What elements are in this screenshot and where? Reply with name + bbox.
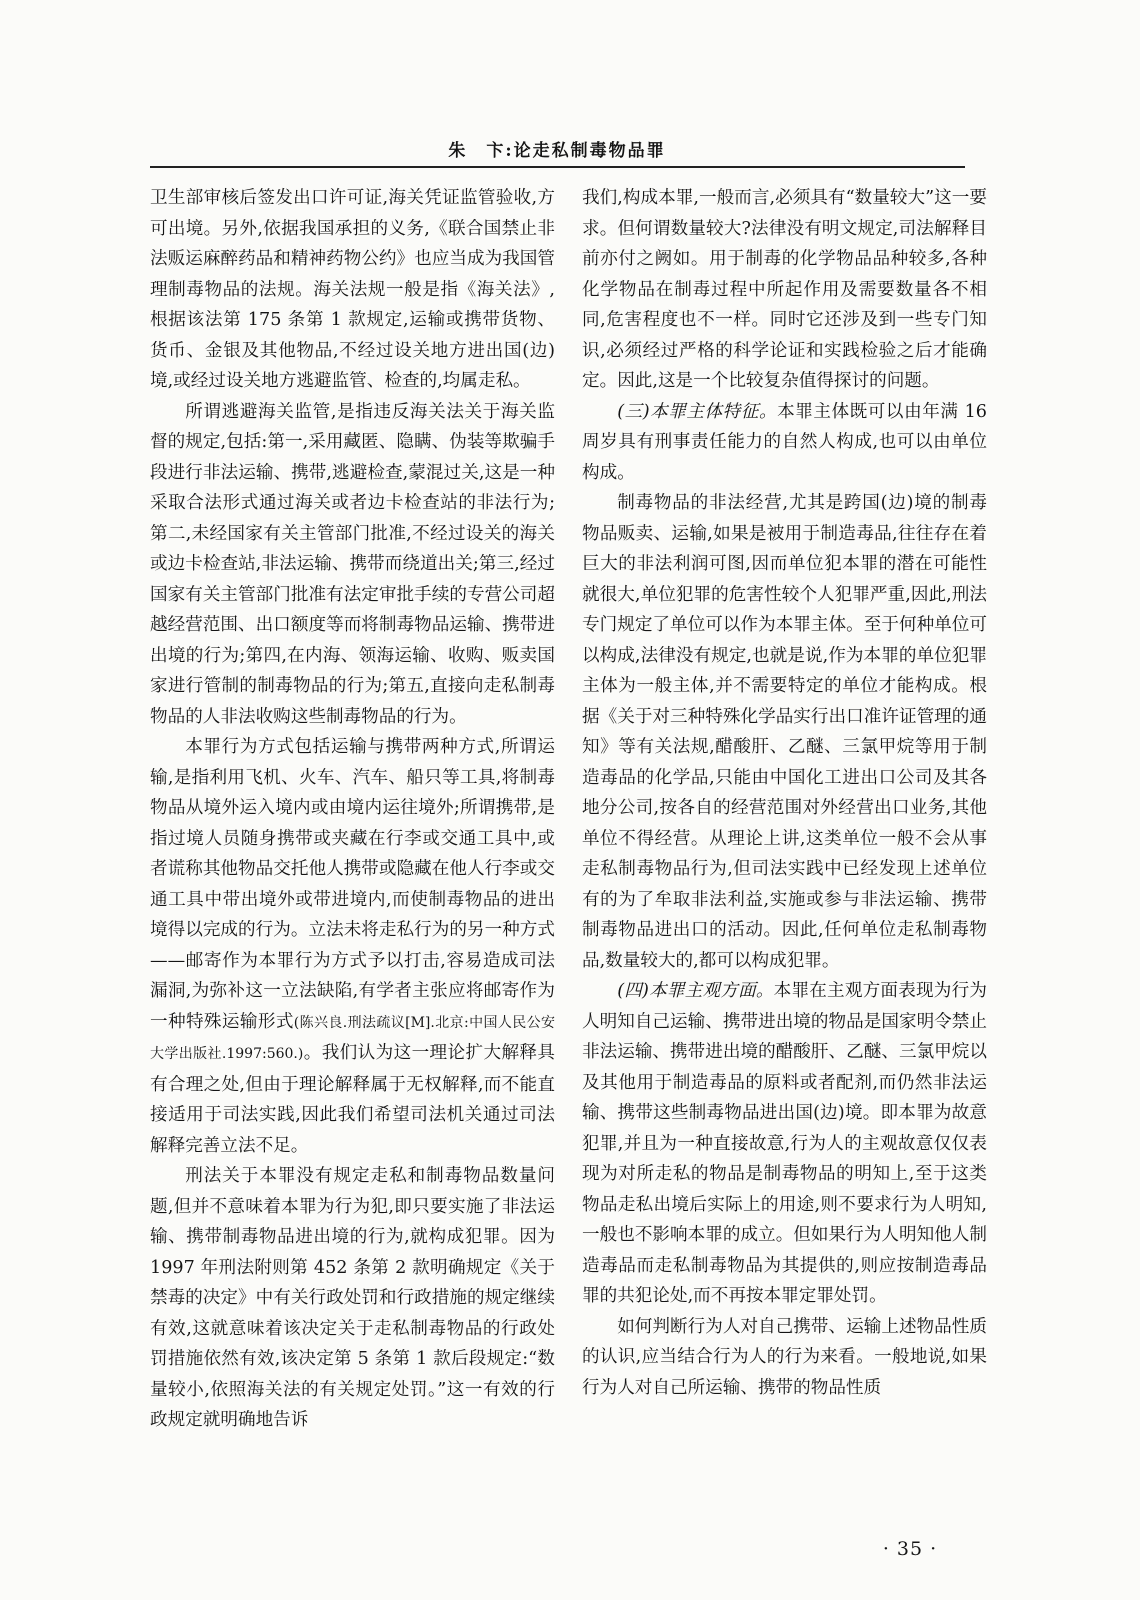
paragraph: 制毒物品的非法经营,尤其是跨国(边)境的制毒物品贩卖、运输,如果是被用于制造毒品,往往存在着巨大的非法利润可图,因而单位犯本罪的潜在可能性就很大,单位犯罪的危害性较个人犯罪严重,因此,刑法专门规定了单位可以作为本罪主体。至于何种单位可以构成,法律没有规定,也就是说,作为本罪的单位犯罪主体为一般主体,并不需要特定的单位才能构成。根据《关于对三种特殊化学品实行出口准许证管理的通知》等有关法规,醋酸肝、乙醚、三氯甲烷等用于制造毒品的化学品,只能由中国化工进出口公司及其各地分公司,按各自的经营范围对外经营出口业务,其他单位不得经营。从理论上讲,这类单位一般不会从事走私制毒物品行为,但司法实践中已经发现上述单位有的为了牟取非法利益,实施或参与非法运输、携带制毒物品进出口的活动。因此,任何单位走私制毒物品,数量较大的,都可以构成犯罪。 (582, 493, 987, 971)
paragraph: 卫生部审核后签发出口许可证,海关凭证监管验收,方可出境。另外,依据我国承担的义务,《联合国禁止非法贩运麻醉药品和精神药物公约》也应当成为我国管理制毒物品的法规。海关法规一般是指《海关法》,根据该法第 175 条第 1 款规定,运输或携带货物、货币、金银及其他物品,不经过设关地方进出国(边)境,或经过设关地方逃避监管、检查的,均属走私。 (150, 188, 555, 391)
left-column (150, 183, 555, 1436)
paragraph (150, 732, 555, 1161)
paragraph (582, 397, 987, 489)
right-column (582, 183, 987, 1403)
paragraph: 所谓逃避海关监管,是指违反海关法关于海关监督的规定,包括:第一,采用藏匿、隐瞒、伪装等欺骗手段进行非法运输、携带,逃避检查,蒙混过关,这是一种采取合法形式通过海关或者边卡检查站的非法行为;第二,未经国家有关主管部门批准,不经过设关的海关或边卡检查站,非法运输、携带而绕道出关;第三,经过国家有关主管部门批准有法定审批手续的专营公司超越经营范围、出口额度等而将制毒物品运输、携带进出境的行为;第四,在内海、领海运输、收购、贩卖国家进行管制的制毒物品的行为;第五,直接向走私制毒物品的人非法收购这些制毒物品的行为。 (150, 401, 555, 727)
paragraph-text: 本罪在主观方面表现为行为人明知自己运输、携带进出境的物品是国家明令禁止非法运输、携带进出境的醋酸肝、乙醚、三氯甲烷以及其他用于制造毒品的原料或者配剂,而仍然非法运输、携带这些制毒物品进出国(边)境。即本罪为故意犯罪,并且为一种直接故意,行为人的主观故意仅仅表现为对所走私的物品是制毒物品的明知上,至于这类物品走私出境后实际上的用途,则不要求行为人明知,一般也不影响本罪的成立。但如果行为人明知他人制造毒品而走私制毒物品为其提供的,则应按制造毒品罪的共犯论处,而不再按本罪定罪处罚。 (582, 981, 987, 1306)
page-number: · 35 · (882, 1538, 938, 1560)
section-subheading: (四)本罪主观方面。 (617, 981, 774, 1001)
paragraph: 我们,构成本罪,一般而言,必须具有“数量较大”这一要求。但何谓数量较大?法律没有明文规定,司法解释目前亦付之阙如。用于制毒的化学物品品种较多,各种化学物品在制毒过程中所起作用及需要数量各不相同,危害程度也不一样。同时它还涉及到一些专门知识,必须经过严格的科学论证和实践检验之后才能确定。因此,这是一个比较复杂值得探讨的问题。 (582, 188, 987, 391)
running-header: 朱 卞:论走私制毒物品罪 (448, 141, 666, 161)
paragraph-text: 本罪行为方式包括运输与携带两种方式,所谓运输,是指利用飞机、火车、汽车、船只等工具,将制毒物品从境外运入境内或由境内运往境外;所谓携带,是指过境人员随身携带或夹藏在行李或交通工具中,或者谎称其他物品交托他人携带或隐藏在他人行李或交通工具中带出境外或带进境内,而使制毒物品的进出境得以完成的行为。立法未将走私行为的另一种方式——邮寄作为本罪行为方式予以打击,容易造成司法漏洞,为弥补这一立法缺陷,有学者主张应将邮寄作为一种特殊运输形式 (150, 737, 555, 1032)
paragraph (582, 976, 987, 1312)
paragraph: 如何判断行为人对自己携带、运输上述物品性质的认识,应当结合行为人的行为来看。一般地说,如果行为人对自己所运输、携带的物品性质 (582, 1316, 987, 1398)
paragraph-text: 本罪主体既可以由年满 16 周岁具有刑事责任能力的自然人构成,也可以由单位构成。 (582, 401, 988, 483)
paragraph: 刑法关于本罪没有规定走私和制毒物品数量问题,但并不意味着本罪为行为犯,即只要实施了非法运输、携带制毒物品进出境的行为,就构成犯罪。因为 1997 年刑法附则第 452 条第 2 款明确规定《关于禁毒的决定》中有关行政处罚和行政措施的规定继续有效,这就意味着该决定关于走私制毒物品的行政处罚措施依然有效,该决定第 5 条第 1 款后段规定:“数量较小,依照海关法的有关规定处罚。”这一有效的行政规定就明确地告诉 (150, 1166, 555, 1430)
section-subheading: (三)本罪主体特征。 (617, 401, 778, 422)
citation: (陈兴良.刑法疏议[M].北京:中国人民公安大学出版社.1997:560.) (150, 1014, 555, 1062)
header-divider (150, 166, 965, 168)
paragraph-text: 。我们认为这一理论扩大解释具有合理之处,但由于理论解释属于无权解释,而不能直接适用于司法实践,因此我们希望司法机关通过司法解释完善立法不足。 (150, 1043, 555, 1156)
